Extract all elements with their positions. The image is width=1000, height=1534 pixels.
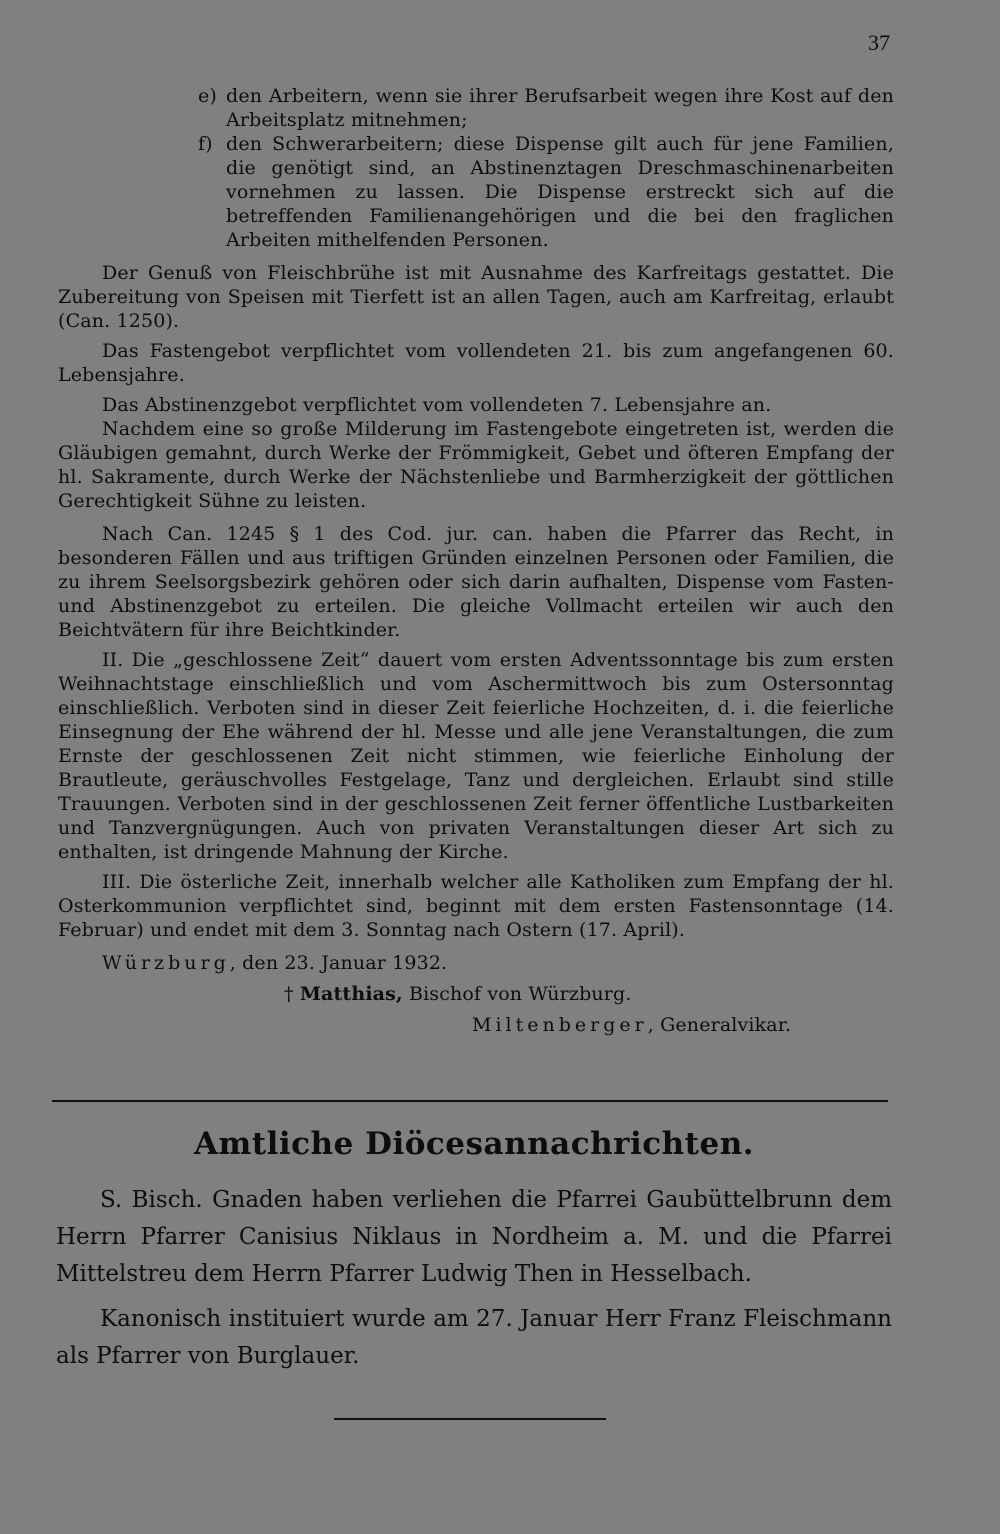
list-item [198, 84, 894, 132]
section-heading: Amtliche Diöcesannachrichten. [193, 1126, 755, 1162]
paragraph-mitigation: Nachdem eine so große Milderung im Fastengebote eingetreten ist, werden die Gläubigen gemahnt, durch Werke der Frömmigkeit, Gebet und öfteren Empfang der hl. Sakramente, durch Werke der Nächstenliebe und Barmherzigkeit der göttlichen Gerechtigkeit Sühne zu leisten. [58, 418, 894, 512]
decree-text [58, 84, 894, 1037]
vicar-name: Miltenberger [472, 1014, 648, 1036]
signature-vicar [472, 1013, 894, 1037]
cross-symbol: † [284, 983, 294, 1005]
bishop-title: Bischof von Würzburg. [402, 983, 632, 1005]
paragraph-fasting: Das Fastengebot verpflichtet vom vollendeten 21. bis zum angefangenen 60. Lebensjahre. [58, 340, 894, 386]
signature-city: Würzburg [102, 952, 230, 974]
paragraph-can-1245: Nach Can. 1245 § 1 des Cod. jur. can. haben die Pfarrer das Recht, in besonderen Fällen und aus triftigen Gründen einzelnen Personen oder Familien, die zu ihrem Seelsorgsbezirk gehören oder sich darin aufhalten, Dispense vom Fasten- und Abstinenzgebot zu erteilen. Die gleiche Vollmacht erteilen wir auch den Beichtvätern für ihre Beichtkinder. [58, 523, 894, 641]
paragraph-closed-time: II. Die „geschlossene Zeit“ dauert vom ersten Adventssonntage bis zum ersten Weihnachtstage einschließlich und vom Aschermittwoch bis zum Ostersonntag einschließlich. Verboten sind in dieser Zeit feierliche Hochzeiten, d. i. die feierliche Einsegnung der Ehe während der hl. Messe und alle jene Veranstaltungen, die zum Ernste der geschlossenen Zeit nicht stimmen, wie feierliche Einholung der Brautleute, geräuschvolles Festgelage, Tanz und dergleichen. Erlaubt sind stille Trauungen. Verboten sind in der geschlossenen Zeit ferner öffentliche Lustbarkeiten und Tanzvergnügungen. Auch von privaten Veranstaltungen dieser Art sich zu enthalten, ist dringende Mahnung der Kirche. [58, 649, 894, 863]
list-item-text: den Schwerarbeitern; diese Dispense gilt auch für jene Familien, die genötigt sind, an Abstinenztagen Dreschmaschinenarbeiten vornehmen zu lassen. Die Dispense erstreckt sich auf die betreffenden Familienangehörigen und die bei den fraglichen Arbeiten mithelfenden Personen. [226, 133, 894, 251]
list-marker: f) [198, 133, 213, 155]
section-divider [52, 1100, 888, 1102]
paragraph-meat-broth: Der Genuß von Fleischbrühe ist mit Ausnahme des Karfreitags gestattet. Die Zubereitung von Speisen mit Tierfett ist an allen Tagen, auch am Karfreitag, erlaubt (Can. 1250). [58, 262, 894, 332]
signature-bishop [284, 982, 894, 1006]
paragraph-institution: Kanonisch instituiert wurde am 27. Januar Herr Franz Fleischmann als Pfarrer von Burglauer. [56, 1306, 892, 1369]
paragraph-easter-time: III. Die österliche Zeit, innerhalb welcher alle Katholiken zum Empfang der hl. Osterkommunion verpflichtet sind, beginnt mit dem ersten Fastensonntage (14. Februar) und endet mit dem 3. Sonntag nach Ostern (17. April). [58, 871, 894, 941]
signature-place-date [102, 951, 894, 975]
diocesan-news [56, 1126, 892, 1375]
list-marker: e) [198, 85, 217, 107]
vicar-title: , Generalvikar. [647, 1014, 792, 1036]
list-item [198, 132, 894, 252]
paragraph-parish-appointments: S. Bisch. Gnaden haben verliehen die Pfarrei Gaubüttelbrunn dem Herrn Pfarrer Canisius Niklaus in Nordheim a. M. und die Pfarrei Mittelstreu dem Herrn Pfarrer Ludwig Then in Hesselbach. [56, 1187, 892, 1287]
bishop-name: Matthias, [299, 983, 403, 1005]
paragraph-abstinence: Das Abstinenzgebot verpflichtet vom vollendeten 7. Lebensjahre an. [102, 394, 772, 416]
signature-date: , den 23. Januar 1932. [229, 952, 448, 974]
end-divider [334, 1418, 606, 1420]
page-number: 37 [868, 30, 890, 55]
list-item-text: den Arbeitern, wenn sie ihrer Berufsarbeit wegen ihre Kost auf den Arbeitsplatz mitnehmen; [226, 85, 894, 131]
